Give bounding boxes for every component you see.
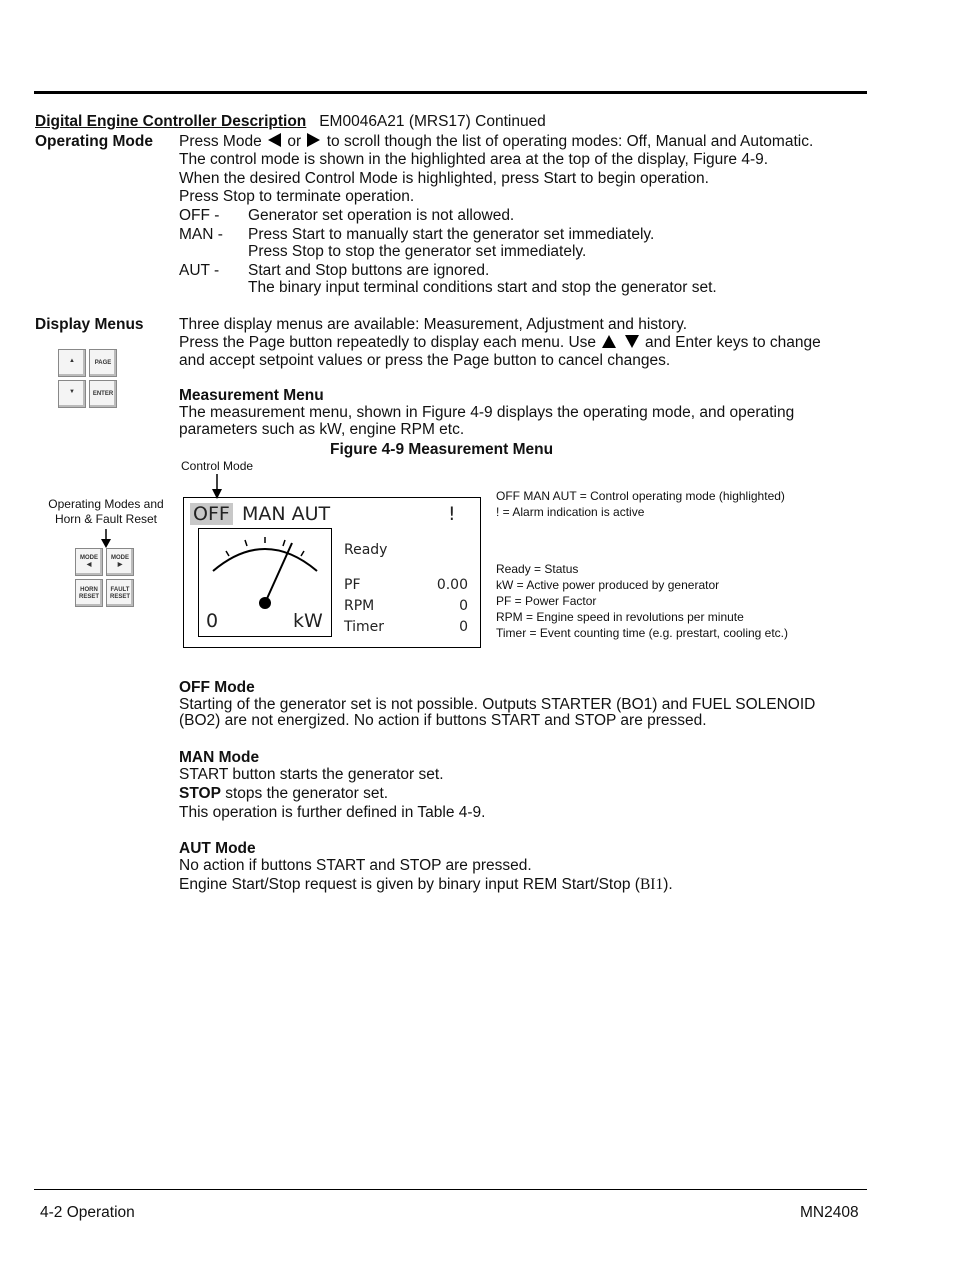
mode-off-code: OFF - (179, 207, 220, 224)
mode-left-key-label: MODE (80, 555, 98, 561)
operating-mode-line1 (179, 133, 813, 151)
mode-left-key[interactable] (75, 548, 103, 576)
mode-man-desc2: Press Stop to stop the generator set immediately. (248, 243, 587, 260)
mode-right-key[interactable] (106, 548, 134, 576)
left-arrow-icon: ◀ (86, 562, 92, 568)
off-mode-line1: Starting of the generator set is not possible. Outputs STARTER (BO1) and FUEL SOLENOID (179, 696, 816, 713)
off-mode-line2: (BO2) are not energized. No action if buttons START and STOP are pressed. (179, 712, 707, 729)
operating-modes-label (40, 497, 172, 527)
man-mode-line1: START button starts the generator set. (179, 766, 444, 783)
lcd-alarm-indicator: ! (448, 503, 456, 525)
man-mode-line2 (179, 785, 388, 803)
display-menus-line1: Three display menus are available: Measurement, Adjustment and history. (179, 316, 688, 333)
operating-mode-line4: Press Stop to terminate operation. (179, 188, 415, 205)
mode-right-key-label: MODE (111, 555, 129, 561)
operating-modes-label-line1: Operating Modes and (48, 497, 164, 511)
down-key[interactable] (58, 380, 86, 408)
gauge-min-label: 0 (206, 610, 219, 632)
operating-mode-body (179, 133, 813, 206)
mode-man-code: MAN - (179, 226, 223, 243)
control-mode-label: Control Mode (181, 459, 254, 473)
kw-gauge (198, 528, 332, 637)
legend-item: Ready = Status (496, 562, 579, 576)
mode-aut-code: AUT - (179, 262, 220, 279)
operating-mode-line2: The control mode is shown in the highlighted area at the top of the display, Figure 4-9. (179, 151, 769, 168)
section-header (35, 113, 546, 131)
operating-modes-arrow-icon (99, 529, 113, 549)
measurement-menu-title: Measurement Menu (179, 387, 324, 404)
up-arrow-icon (602, 335, 616, 348)
section-subtitle: EM0046A21 (MRS17) Continued (319, 113, 546, 130)
up-key[interactable] (58, 349, 86, 377)
mode-off-desc: Generator set operation is not allowed. (248, 207, 515, 224)
down-arrow-icon (625, 335, 639, 348)
horn-reset-key[interactable] (75, 579, 103, 607)
top-rule (34, 91, 867, 94)
footer-left: 4-2 Operation (40, 1204, 135, 1221)
aut-mode-title: AUT Mode (179, 840, 256, 857)
gauge-unit-label: kW (293, 610, 323, 632)
left-arrow-icon (268, 133, 281, 147)
bi1-text: BI1 (639, 876, 664, 893)
footer-right: MN2408 (800, 1204, 859, 1221)
down-arrow-icon: ▼ (69, 389, 75, 395)
lcd-mode-rest: MAN AUT (242, 503, 331, 525)
lcd-row-value: 0 (459, 619, 468, 635)
lcd-status: Ready (344, 542, 388, 558)
mode-man-desc: Press Start to manually start the generator set immediately. (248, 226, 655, 243)
fault-key-label: FAULT (110, 587, 130, 593)
text: to scroll though the list of operating modes: Off, Manual and Automatic. (326, 133, 814, 150)
stop-word: STOP (179, 785, 221, 802)
measurement-menu-line1: The measurement menu, shown in Figure 4-9 displays the operating mode, and operating (179, 404, 795, 421)
operating-mode-line3: When the desired Control Mode is highlighted, press Start to begin operation. (179, 170, 709, 187)
horn-key-label: HORN (80, 587, 98, 593)
text: or (287, 133, 302, 150)
legend-item: ! = Alarm indication is active (496, 505, 645, 519)
text: ). (663, 876, 673, 893)
text: and Enter keys to change (644, 334, 821, 351)
enter-key-label: ENTER (92, 391, 114, 397)
legend-item: RPM = Engine speed in revolutions per minute (496, 610, 744, 624)
legend-item: OFF MAN AUT = Control operating mode (highlighted) (496, 489, 785, 503)
page-key-label: PAGE (94, 360, 112, 366)
text: stops the generator set. (220, 785, 389, 802)
man-mode-title: MAN Mode (179, 749, 260, 766)
lcd-row-label: Timer (344, 619, 385, 635)
text: Press the Page button repeatedly to display each menu. Use (179, 334, 597, 351)
section-title: Digital Engine Controller Description (35, 113, 307, 130)
aut-mode-line2 (179, 876, 673, 894)
legend-item: Timer = Event counting time (e.g. prestart, cooling etc.) (496, 626, 789, 640)
fault-key-label2: RESET (109, 594, 130, 600)
text: Press Mode (179, 133, 262, 150)
page-key[interactable] (89, 349, 117, 377)
display-menus-line2 (179, 334, 821, 352)
legend-item: PF = Power Factor (496, 594, 597, 608)
lcd-mode-off: OFF (190, 503, 233, 525)
page-keypad (58, 349, 120, 411)
enter-key[interactable] (89, 380, 117, 408)
lcd-display (183, 497, 481, 648)
operating-mode-label: Operating Mode (35, 133, 153, 150)
lcd-row-label: RPM (344, 598, 375, 614)
fault-reset-key[interactable] (106, 579, 134, 607)
display-menus-line3: and accept setpoint values or press the Page button to cancel changes. (179, 352, 671, 369)
figure-caption: Figure 4-9 Measurement Menu (330, 441, 554, 458)
operating-modes-label-line2: Horn & Fault Reset (54, 512, 158, 526)
lcd-row-value: 0 (459, 598, 468, 614)
mode-aut-desc2: The binary input terminal conditions start and stop the generator set. (248, 279, 717, 296)
mode-aut-desc: Start and Stop buttons are ignored. (248, 262, 490, 279)
right-arrow-icon (307, 133, 320, 147)
horn-key-label2: RESET (78, 594, 99, 600)
display-menus-body (179, 316, 821, 370)
right-arrow-icon: ▶ (117, 562, 123, 568)
lcd-row-label: PF (344, 577, 361, 593)
bottom-rule (34, 1189, 867, 1190)
mode-keypad (75, 548, 135, 608)
text: Engine Start/Stop request is given by binary input REM Start/Stop ( (179, 876, 640, 893)
measurement-menu-line2: parameters such as kW, engine RPM etc. (179, 421, 465, 438)
aut-mode-line1: No action if buttons START and STOP are pressed. (179, 857, 532, 874)
legend-item: kW = Active power produced by generator (496, 578, 720, 592)
up-arrow-icon: ▲ (69, 358, 75, 364)
off-mode-title: OFF Mode (179, 679, 255, 696)
lcd-row-value: 0.00 (436, 577, 468, 593)
man-mode-line3: This operation is further defined in Table 4-9. (179, 804, 486, 821)
display-menus-label: Display Menus (35, 316, 144, 333)
